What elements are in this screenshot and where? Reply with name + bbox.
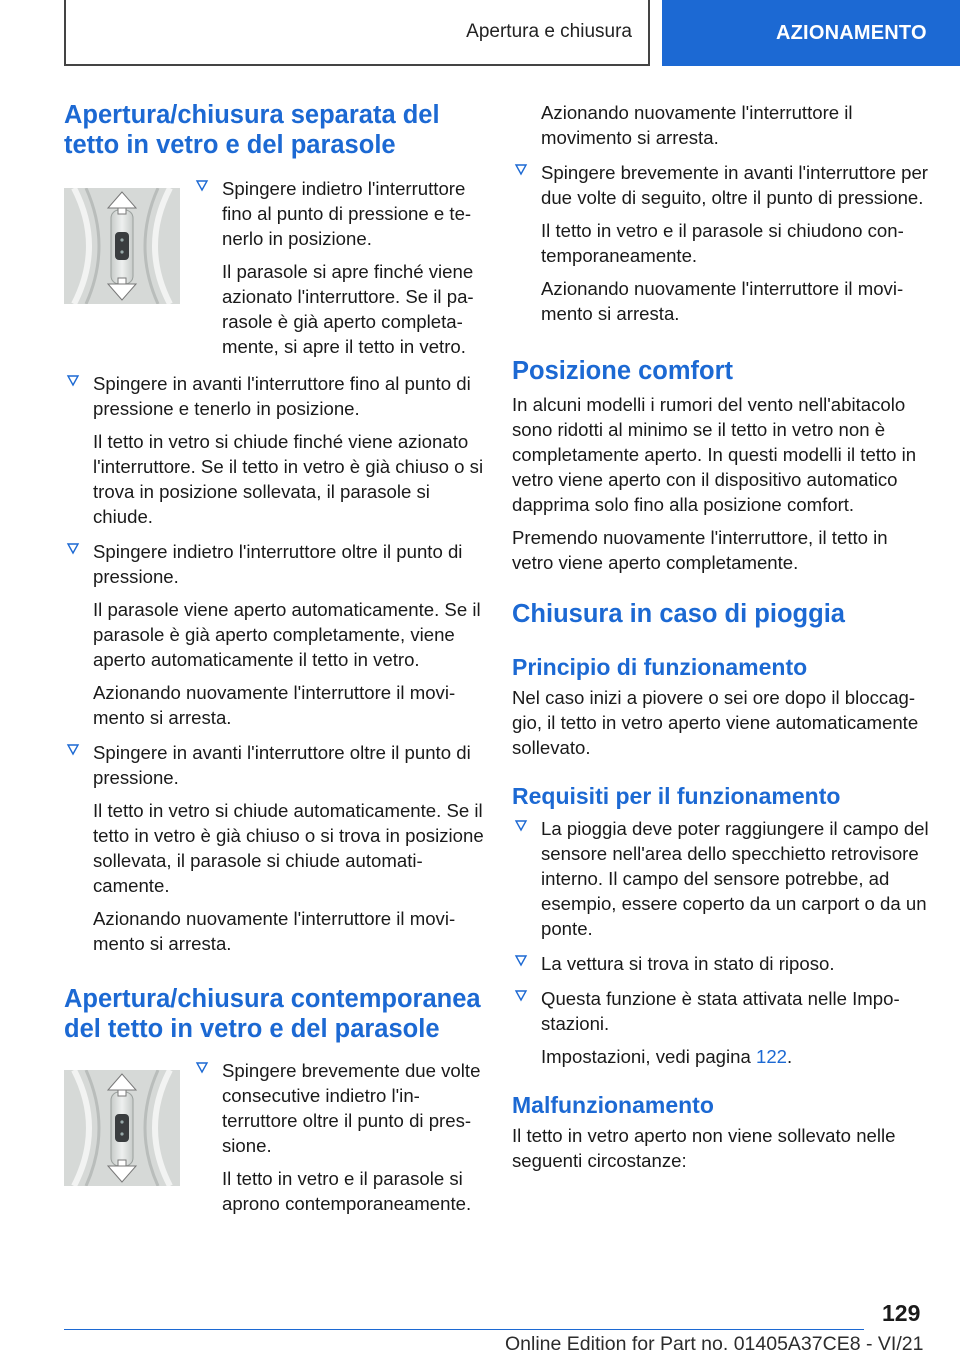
triangle-bullet-icon — [195, 179, 209, 193]
heading-principle: Principio di funzionamento — [512, 654, 808, 680]
body-text: In alcuni modelli i rumori del vento nell'abitacolo sono ridotti al minimo se il tetto in vetro non è completamente aperto. In questi modelli il tetto in vetro viene aperto con il dispositivo automatico dapprima solo fino alla posizione comfort. — [512, 394, 917, 515]
roof-switch-illustration — [64, 1070, 180, 1186]
instruction-text: Azionando nuovamente l'interruttore il movimento si arresta. — [541, 102, 853, 148]
triangle-bullet-icon — [195, 1061, 209, 1075]
instruction-text: Azionando nuovamente l'interruttore il movimento si arresta. — [541, 278, 904, 324]
triangle-bullet-icon — [66, 374, 80, 388]
instruction-text: Il tetto in vetro si chiude automaticamente. Se il tetto in vetro è già chiuso o si trova in posizione sollevata, il parasole si chiude automaticamente. — [93, 800, 484, 896]
list-item — [64, 371, 484, 529]
page-number: 129 — [882, 1300, 921, 1326]
list-item — [64, 539, 484, 730]
instruction-text: Il tetto in vetro e il parasole si aprono contemporaneamente. — [222, 1168, 472, 1214]
triangle-bullet-icon — [514, 819, 528, 833]
instruction-text: Azionando nuovamente l'interruttore il movimento si arresta. — [93, 908, 456, 954]
heading-malfunction: Malfunzionamento — [512, 1092, 714, 1118]
list-item — [512, 160, 932, 326]
body-text: Nel caso inizi a piovere o sei ore dopo il bloccaggio, il tetto in vetro aperto viene automaticamente sollevato. — [512, 687, 919, 758]
left-column — [64, 100, 484, 1216]
heading-comfort-position: Posizione comfort — [512, 357, 734, 385]
switch-figure-row-1 — [64, 176, 484, 359]
instruction-text: Spingere in avanti l'interruttore fino al punto di pressione e tenerlo in posizione. — [93, 373, 471, 419]
chapter-title: Apertura e chiusura — [466, 21, 632, 42]
triangle-bullet-icon — [514, 954, 528, 968]
triangle-bullet-icon — [66, 743, 80, 757]
instruction-text: Spingere indietro l'interruttore oltre il punto di pressione. — [93, 541, 463, 587]
heading-requirements: Requisiti per il funzionamento — [512, 783, 841, 809]
section-tab — [662, 0, 960, 66]
instruction-text: Il tetto in vetro e il parasole si chiudono contemporaneamente. — [541, 220, 904, 266]
switch-figure-row-2 — [64, 1058, 484, 1216]
instruction-text — [541, 1044, 932, 1069]
instruction-text: La pioggia deve poter raggiungere il campo del sensore nell'area dello specchietto retrovisore interno. Il campo del sensore potrebbe, ad esempio, essere coperto da un carport o da un ponte. — [541, 818, 929, 939]
heading-separate-open-close: Apertura/chiusura separata del tetto in vetro e del parasole — [64, 101, 440, 159]
cross-reference-text: Impostazioni, vedi pagina — [541, 1046, 756, 1067]
instruction-text: Il parasole si apre finché viene azionato l'interruttore. Se il parasole è già aperto completamente, si apre il tetto in vetro. — [222, 261, 474, 357]
instruction-text: Spingere brevemente in avanti l'interruttore per due volte di seguito, oltre il punto di pressione. — [541, 162, 929, 208]
instruction-text: Azionando nuovamente l'interruttore il movimento si arresta. — [93, 682, 456, 728]
edition-note: Online Edition for Part no. 01405A37CE8 - VI/21 — [505, 1333, 924, 1355]
right-column — [512, 100, 932, 1173]
body-text: Il tetto in vetro aperto non viene sollevato nelle seguenti circostanze: — [512, 1125, 896, 1171]
instruction-text: Spingere brevemente due volte consecutive indietro l'interruttore oltre il punto di pressione. — [222, 1060, 481, 1156]
body-text: Premendo nuovamente l'interruttore, il tetto in vetro viene aperto completamente. — [512, 527, 888, 573]
punctuation: . — [787, 1046, 793, 1067]
instruction-text: La vettura si trova in stato di riposo. — [541, 953, 835, 974]
section-title: AZIONAMENTO — [776, 21, 927, 44]
chapter-tab — [64, 0, 650, 66]
roof-switch-illustration — [64, 188, 180, 304]
list-item — [64, 740, 484, 956]
list-item — [193, 176, 484, 359]
list-item — [512, 816, 932, 941]
roof-switch-image — [64, 1070, 180, 1186]
instruction-text: Spingere in avanti l'interruttore oltre il punto di pressione. — [93, 742, 471, 788]
list-item-continued — [512, 100, 932, 150]
footer-divider — [64, 1329, 864, 1330]
instruction-text: Spingere indietro l'interruttore fino al punto di pressione e tenerlo in posizione. — [222, 178, 472, 249]
instruction-text: Questa funzione è stata attivata nelle Impostazioni. — [541, 988, 900, 1034]
heading-simultaneous-open-close: Apertura/chiusura contemporanea del tetto in vetro e del parasole — [64, 985, 481, 1043]
triangle-bullet-icon — [514, 163, 528, 177]
roof-switch-image — [64, 188, 180, 304]
triangle-bullet-icon — [66, 542, 80, 556]
page-link[interactable]: 122 — [756, 1046, 788, 1067]
triangle-bullet-icon — [514, 989, 528, 1003]
list-item — [512, 951, 932, 976]
instruction-text: Il parasole viene aperto automaticamente. Se il parasole è già aperto completamente, viene aperto automaticamente il tetto in vetro. — [93, 599, 481, 670]
instruction-text: Il tetto in vetro si chiude finché viene azionato l'interruttore. Se il tetto in vetro è già chiuso o si trova in posizione sollevata, il parasole si chiude. — [93, 431, 484, 527]
heading-rain-closing: Chiusura in caso di pioggia — [512, 600, 845, 628]
list-item — [193, 1058, 484, 1216]
list-item — [512, 986, 932, 1069]
